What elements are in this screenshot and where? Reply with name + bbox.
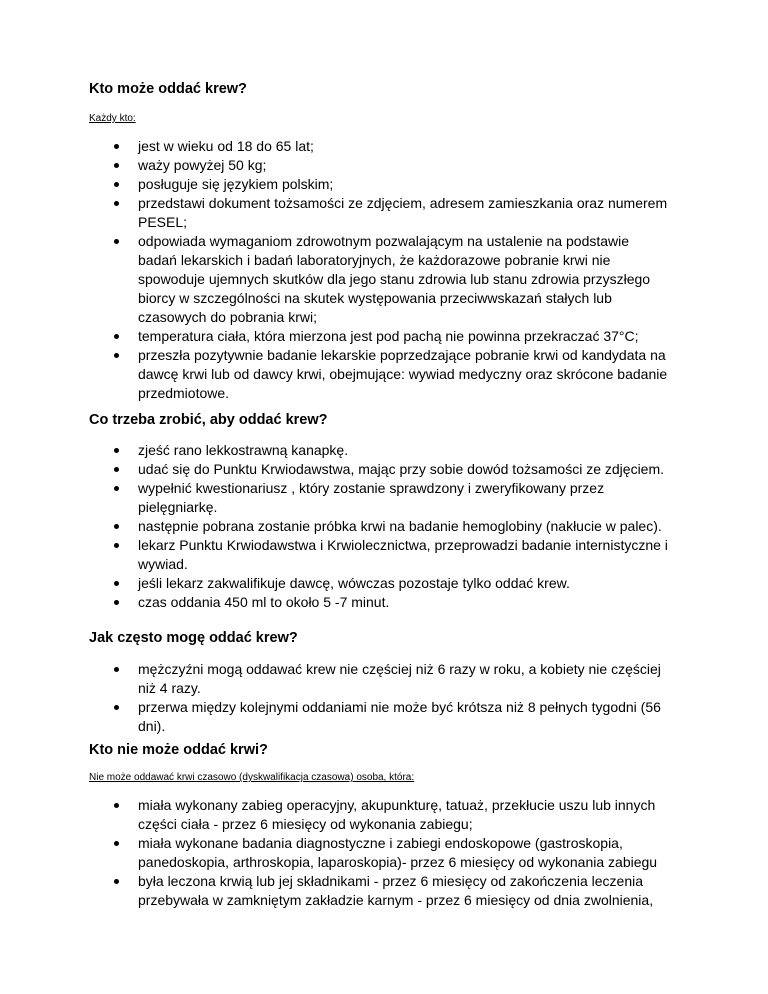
- list-item: waży powyżej 50 kg;: [89, 156, 689, 175]
- section-heading-who-cannot-donate: Kto nie może oddać krwi?: [89, 742, 268, 758]
- list-item: przedstawi dokument tożsamości ze zdjęciem, adresem zamieszkania oraz numerem PESEL;: [89, 194, 689, 232]
- list-item: mężczyźni mogą oddawać krew nie częściej niż 6 razy w roku, a kobiety nie częściej niż 4 razy.: [89, 660, 689, 698]
- list-item: jeśli lekarz zakwalifikuje dawcę, wówczas pozostaje tylko oddać krew.: [89, 574, 689, 593]
- section-heading-what-to-do: Co trzeba zrobić, aby oddać krew?: [89, 412, 328, 428]
- list-item: miała wykonane badania diagnostyczne i zabiegi endoskopowe (gastroskopia, panedoskopia, arthroskopia, laparoskopia)- przez 6 miesięcy od wykonania zabiegu: [89, 834, 689, 872]
- list-item: temperatura ciała, która mierzona jest pod pachą nie powinna przekraczać 37°C;: [89, 327, 689, 346]
- section-intro-temporary-disqualification: Nie może oddawać krwi czasowo (dyskwalifikacja czasowa) osoba, która:: [89, 772, 415, 783]
- list-item: była leczona krwią lub jej składnikami - przez 6 miesięcy od zakończenia leczenia przebywała w zamkniętym zakładzie karnym - przez 6 miesięcy od dnia zwolnienia,: [89, 872, 689, 910]
- list-item: przerwa między kolejnymi oddaniami nie może być krótsza niż 8 pełnych tygodni (56 dni).: [89, 698, 689, 736]
- eligibility-list: [89, 137, 689, 403]
- list-item: czas oddania 450 ml to około 5 -7 minut.: [89, 593, 689, 612]
- list-item: jest w wieku od 18 do 65 lat;: [89, 137, 689, 156]
- disqualification-list: [89, 796, 689, 910]
- section-intro-everyone: Każdy kto:: [89, 113, 136, 124]
- list-item: wypełnić kwestionariusz , który zostanie sprawdzony i zweryfikowany przez pielęgniarkę.: [89, 479, 689, 517]
- list-item: miała wykonany zabieg operacyjny, akupunkturę, tatuaż, przekłucie uszu lub innych części ciała - przez 6 miesięcy od wykonania zabiegu;: [89, 796, 689, 834]
- list-item: udać się do Punktu Krwiodawstwa, mając przy sobie dowód tożsamości ze zdjęciem.: [89, 460, 689, 479]
- section-heading-how-often: Jak często mogę oddać krew?: [89, 630, 298, 646]
- list-item: odpowiada wymaganiom zdrowotnym pozwalającym na ustalenie na podstawie badań lekarskich i badań laboratoryjnych, że każdorazowe pobranie krwi nie spowoduje ujemnych skutków dla jego stanu zdrowia lub stanu zdrowia przyszłego biorcy w szczególności na skutek występowania przeciwwskazań stałych lub czasowych do pobrania krwi;: [89, 232, 689, 327]
- list-item: lekarz Punktu Krwiodawstwa i Krwiolecznictwa, przeprowadzi badanie internistyczne i wywiad.: [89, 536, 689, 574]
- list-item: zjeść rano lekkostrawną kanapkę.: [89, 441, 689, 460]
- list-item: przeszła pozytywnie badanie lekarskie poprzedzające pobranie krwi od kandydata na dawcę krwi lub od dawcy krwi, obejmujące: wywiad medyczny oraz skrócone badanie przedmiotowe.: [89, 346, 689, 403]
- frequency-list: [89, 660, 689, 736]
- section-heading-who-can-donate: Kto może oddać krew?: [89, 81, 247, 97]
- list-item: następnie pobrana zostanie próbka krwi na badanie hemoglobiny (nakłucie w palec).: [89, 517, 689, 536]
- donation-steps-list: [89, 441, 689, 612]
- list-item: posługuje się językiem polskim;: [89, 175, 689, 194]
